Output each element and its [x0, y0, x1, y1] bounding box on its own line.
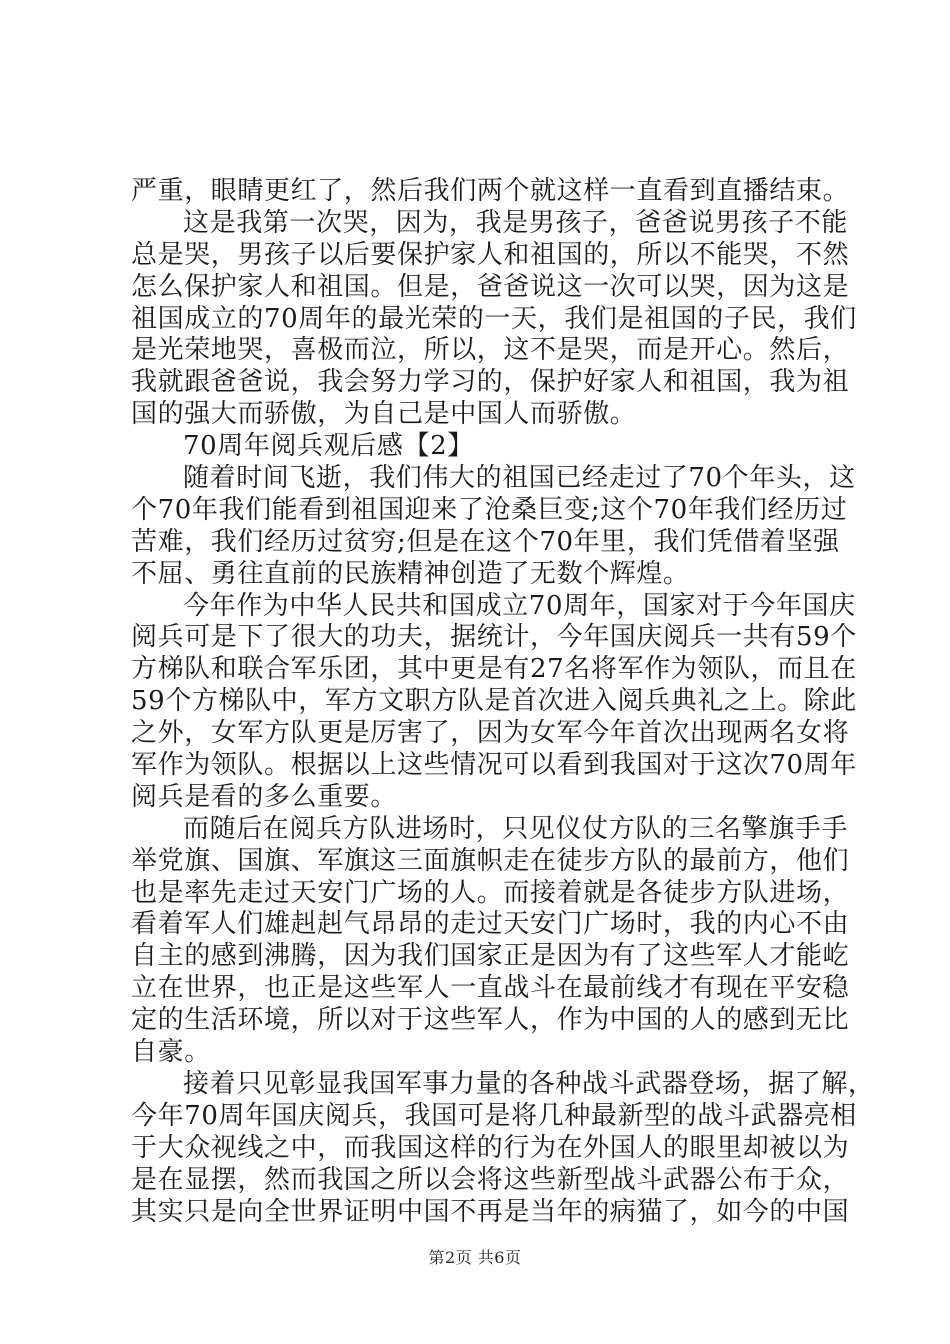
text-line: 不屈、勇往直前的民族精神创造了无数个辉煌。 [131, 558, 690, 589]
text-line: 定的生活环境，所以对于这些军人，作为中国的人的感到无比 [131, 1005, 850, 1036]
text-line: 怎么保护家人和祖国。但是，爸爸说这一次可以哭，因为这是 [131, 271, 850, 302]
paragraph-start: 接着只见彰显我国军事力量的各种战斗武器登场，据了解， [183, 1068, 875, 1099]
text-line: 个70年我们能看到祖国迎来了沧桑巨变;这个70年我们经历过 [131, 494, 848, 525]
text-line: 其实只是向全世界证明中国不再是当年的病猫了，如今的中国 [131, 1196, 850, 1227]
text-line: 自主的感到沸腾，因为我们国家正是因为有了这些军人才能屹 [131, 941, 850, 972]
text-line: 是在显摆，然而我国之所以会将这些新型战斗武器公布于众， [131, 1164, 850, 1195]
paragraph-start: 而随后在阅兵方队进场时，只见仪仗方队的三名擎旗手手 [183, 813, 849, 844]
text-line: 军作为领队。根据以上这些情况可以看到我国对于这次70周年 [131, 750, 857, 781]
text-line: 方梯队和联合军乐团，其中更是有27名将军作为领队，而且在 [131, 654, 857, 685]
text-line: 于大众视线之中，而我国这样的行为在外国人的眼里却被以为 [131, 1132, 850, 1163]
paragraph-start: 今年作为中华人民共和国成立70周年，国家对于今年国庆 [183, 590, 856, 621]
document-body [131, 176, 875, 1228]
section-heading: 70周年阅兵观后感【2】 [183, 431, 474, 462]
text-line: 阅兵可是下了很大的功夫，据统计，今年国庆阅兵一共有59个 [131, 622, 857, 653]
text-line: 今年70周年国庆阅兵，我国可是将几种最新型的战斗武器亮相 [131, 1100, 857, 1131]
text-line: 国的强大而骄傲，为自己是中国人而骄傲。 [131, 399, 637, 430]
text-line: 看着军人们雄赳赳气昂昂的走过天安门广场时，我的内心不由 [131, 909, 850, 940]
text-line: 我就跟爸爸说，我会努力学习的，保护好家人和祖国，我为祖 [131, 367, 850, 398]
text-line: 59个方梯队中，军方文职方队是首次进入阅兵典礼之上。除此 [131, 686, 857, 717]
text-line: 严重，眼睛更红了，然后我们两个就这样一直看到直播结束。 [131, 176, 850, 206]
text-line: 自豪。 [131, 1037, 211, 1068]
text-line: 立在世界，也正是这些军人一直战斗在最前线才有现在平安稳 [131, 973, 850, 1004]
page-number-footer: 第2页 共6页 [428, 1248, 522, 1267]
text-line: 总是哭，男孩子以后要保护家人和祖国的，所以不能哭，不然 [131, 239, 850, 270]
text-line: 之外，女军方队更是厉害了，因为女军今年首次出现两名女将 [131, 718, 850, 749]
text-line: 是光荣地哭，喜极而泣，所以，这不是哭，而是开心。然后， [131, 335, 850, 366]
paragraph-start: 随着时间飞逝，我们伟大的祖国已经走过了70个年头，这 [183, 463, 856, 494]
paragraph-start: 这是我第一次哭，因为，我是男孩子，爸爸说男孩子不能 [183, 207, 849, 238]
text-line: 祖国成立的70周年的最光荣的一天，我们是祖国的子民，我们 [131, 303, 857, 334]
text-line: 苦难，我们经历过贫穷;但是在这个70年里，我们凭借着坚强 [131, 526, 840, 557]
text-line: 也是率先走过天安门广场的人。而接着就是各徒步方队进场， [131, 877, 850, 908]
text-line: 举党旗、国旗、军旗这三面旗帜走在徒步方队的最前方，他们 [131, 845, 850, 876]
text-line: 阅兵是看的多么重要。 [131, 781, 398, 812]
